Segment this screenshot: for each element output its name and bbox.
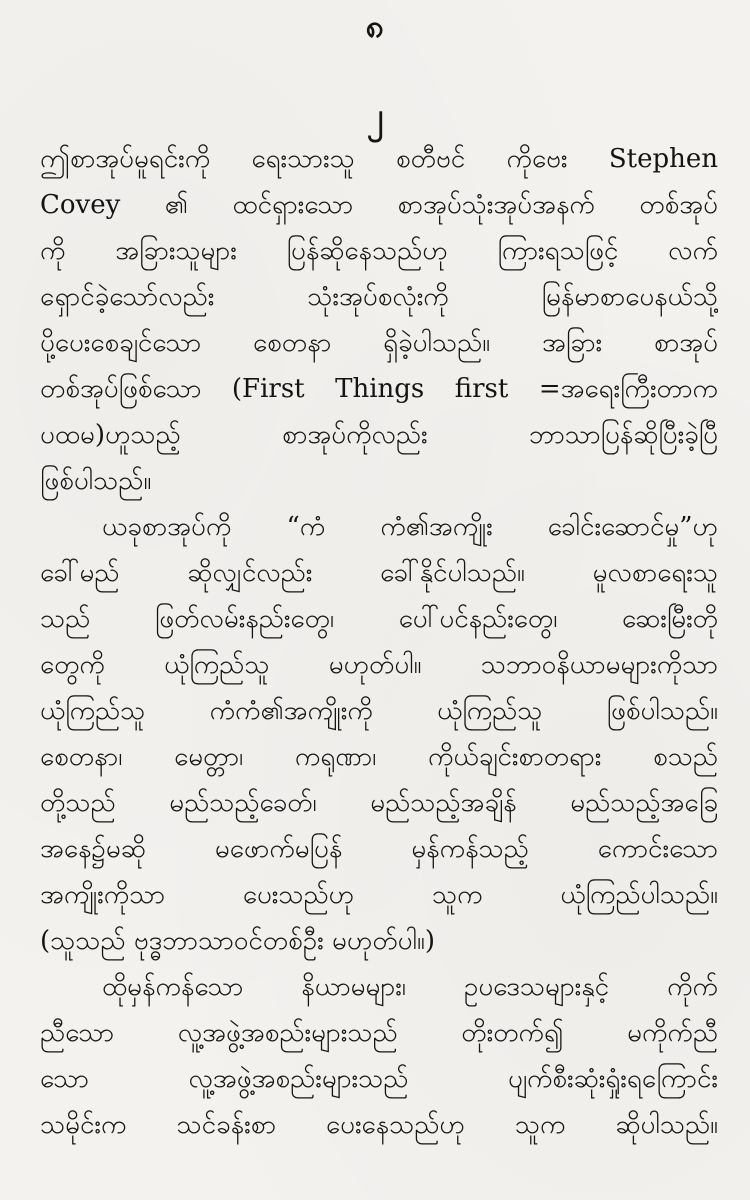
text-line: တစ်အုပ်ဖြစ်သော (First Things first =အရေးကြီးတာက [40, 374, 718, 404]
text-line: ကို အခြားသူများ ပြန်ဆိုနေသည်ဟု ကြားရသဖြင့် လက် [40, 236, 718, 266]
page-number: ၈ [365, 7, 385, 45]
text-line: တွေကို ယုံကြည်သူ မဟုတ်ပါ။ သဘာဝနိယာမများကိုသာ [40, 650, 718, 680]
text-line: (သူသည် ဗုဒ္ဓဘာသာဝင်တစ်ဦး မဟုတ်ပါ။) [40, 926, 435, 956]
text-line: ရှောင်ခဲ့သော်လည်း သုံးအုပ်စလုံးကို မြန်မာစာပေနယ်သို့ [40, 282, 718, 312]
text-line: ညီသော လူ့အဖွဲ့အစည်းများသည် တိုးတက်၍ မကိုက်ညီ [40, 1018, 718, 1048]
text-line: သည် ဖြတ်လမ်းနည်းတွေ၊ ပေါ်ပင်နည်းတွေ၊ ဆေးမြီးတို [40, 604, 718, 634]
text-line: သော လူ့အဖွဲ့အစည်းများသည် ပျက်စီးဆုံးရှုံးရကြောင်း [40, 1064, 718, 1094]
text-line: ခေါ်မည် ဆိုလျှင်လည်း ခေါ်နိုင်ပါသည်။ မူလစာရေးသူ [40, 558, 718, 588]
text-line: အကျိုးကိုသာ ပေးသည်ဟု သူက ယုံကြည်ပါသည်။ [40, 880, 718, 910]
text-line: ပထမ)ဟူသည့် စာအုပ်ကိုလည်း ဘာသာပြန်ဆိုပြီးခဲ့ပြီ [40, 420, 718, 450]
text-line: စေတနာ၊ မေတ္တာ၊ ကရုဏာ၊ ကိုယ်ချင်းစာတရား စသည် [40, 742, 718, 772]
body-text [40, 136, 718, 1148]
text-line: ဤစာအုပ်မူရင်းကို ရေးသားသူ စတီဗင် ကိုဗေး Stephen [40, 144, 718, 174]
text-line: အနေ၌မဆို မဖောက်မပြန် မှန်ကန်သည့် ကောင်းသော [40, 834, 718, 864]
text-line: ထိုမှန်ကန်သော နိယာမများ၊ ဥပဒေသများနှင့် ကိုက် [102, 972, 718, 1002]
text-line: Covey ၏ ထင်ရှားသော စာအုပ်သုံးအုပ်အနက် တစ်အုပ် [40, 190, 718, 220]
text-line: ပို့ပေးစေချင်သော စေတနာ ရှိခဲ့ပါသည်။ အခြား စာအုပ် [40, 328, 718, 358]
chapter-number: ၂ [366, 96, 384, 136]
text-line: တို့သည် မည်သည့်ခေတ်၊ မည်သည့်အချိန် မည်သည့်အခြေ [40, 788, 718, 818]
text-line: ယုံကြည်သူ ကံကံ၏အကျိုးကို ယုံကြည်သူ ဖြစ်ပါသည်။ [40, 696, 718, 726]
text-line: ဖြစ်ပါသည်။ [40, 466, 152, 496]
text-line: ယခုစာအုပ်ကို “ကံ ကံ၏အကျိုး ခေါင်းဆောင်မှု”ဟု [102, 512, 718, 542]
text-line: သမိုင်းက သင်ခန်းစာ ပေးနေသည်ဟု သူက ဆိုပါသည်။ [40, 1110, 718, 1140]
